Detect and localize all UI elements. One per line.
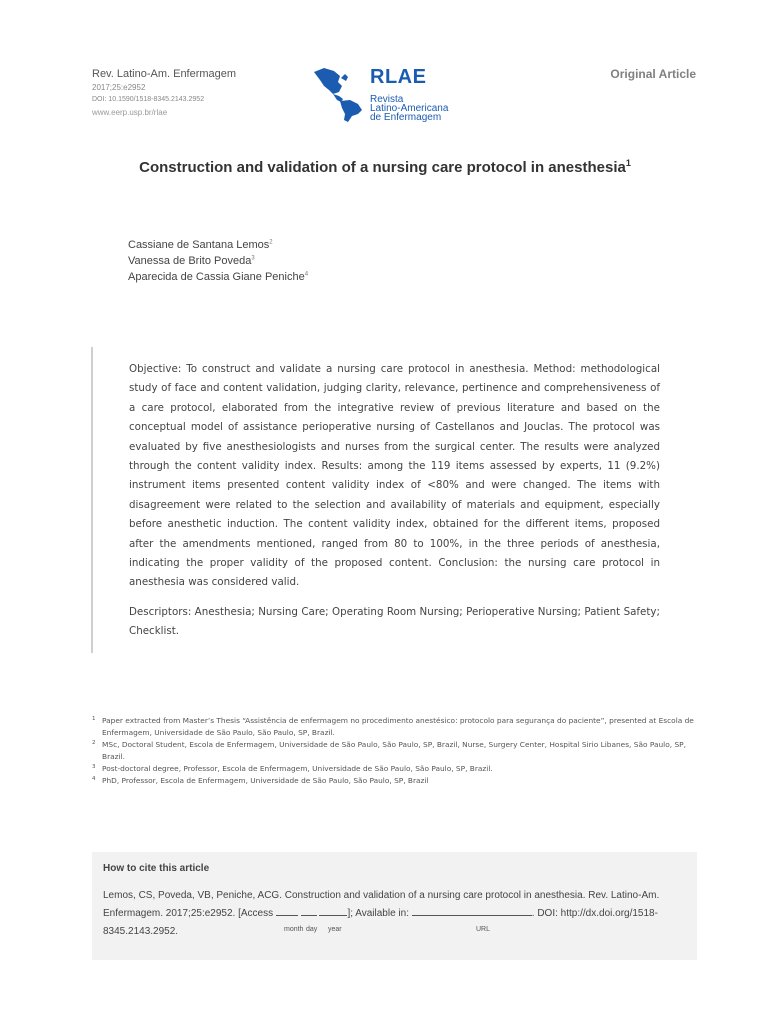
article-type-label: Original Article xyxy=(610,67,696,81)
footnote-text: PhD, Professor, Escola de Enfermagem, Universidade de São Paulo, São Paulo, SP, Brazil xyxy=(102,776,429,785)
title-footnote-ref[interactable]: 1 xyxy=(625,158,631,168)
access-day-blank xyxy=(301,905,317,916)
abstract-text: Objective: To construct and validate a nursing care protocol in anesthesia. Method: methodological study of face and content validation, judging clarity, relevance, pertinence and comprehensiveness of a care protocol, elaborated from the integrative review of previous literature and based on the conceptual model of assistance perioperative nursing of Castellanos and Jouclas. The protocol was evaluated by five anesthesiologists and nurses from the surgical center. The results were analyzed through the content validity index. Results: among the 119 items assessed by experts, 11 (9.2%) instrument items presented content validity index of <80% and were changed. The items with disagreement were related to the selection and availability of materials and equipment, especially before anesthetic induction. The content validity index, obtained for the different items, proposed after the amendments mentioned, ranged from 80 to 100%, in the three periods of anesthesia, indicating the proper validity of the proposed content. Conclusion: the nursing care protocol in anesthesia was considered valid. xyxy=(129,363,660,589)
citation-part-3: . DOI: http://dx.doi.org/1518-8345.2143.2952. xyxy=(103,908,658,937)
footnote-number: 4 xyxy=(92,776,96,782)
logo-line-latino-americana: Latino-Americana xyxy=(370,103,449,114)
author-footnote-ref[interactable]: 3 xyxy=(251,255,255,262)
americas-map-icon xyxy=(312,66,368,124)
footnote-number: 1 xyxy=(92,716,96,722)
url-blank xyxy=(412,905,532,916)
journal-volume: 2017;25:e2952 xyxy=(92,83,146,92)
article-title-text: Construction and validation of a nursing care protocol in anesthesia xyxy=(139,159,626,176)
label-day: day xyxy=(306,926,318,933)
journal-url[interactable]: www.eerp.usp.br/rlae xyxy=(92,108,168,117)
footnote-text: Paper extracted from Master’s Thesis “Assistência de enfermagem no procedimento anestésico: protocolo para segurança do paciente”, presented at Escola de Enfermagem, Universidade de São Paulo, São Paulo, SP, Brazil. xyxy=(102,716,694,737)
citation-blank-labels xyxy=(92,926,697,938)
logo-acronym: RLAE xyxy=(370,66,427,88)
abstract xyxy=(129,360,660,642)
author-3 xyxy=(128,271,308,283)
descriptors: Descriptors: Anesthesia; Nursing Care; Operating Room Nursing; Perioperative Nursing; Patient Safety; Checklist. xyxy=(129,605,660,638)
abstract-side-bar xyxy=(91,347,93,653)
citation-part-2: ]; Available in: xyxy=(347,908,412,919)
author-name: Cassiane de Santana Lemos xyxy=(128,239,270,251)
footnote-text: MSc, Doctoral Student, Escola de Enfermagem, Universidade de São Paulo, São Paulo, SP, Brazil, Nurse, Surgery Center, Hospital Sirio Libanes, São Paulo, SP, Brazil. xyxy=(102,740,686,761)
footnote xyxy=(92,775,697,787)
footnote xyxy=(92,763,697,775)
author-name: Vanessa de Brito Poveda xyxy=(128,255,252,267)
footnote xyxy=(92,739,697,763)
footnote-text: Post-doctoral degree, Professor, Escola de Enfermagem, Universidade de São Paulo, São Paulo, SP, Brazil. xyxy=(102,764,493,773)
citation-box xyxy=(92,852,697,960)
author-footnote-ref[interactable]: 2 xyxy=(269,239,273,246)
logo-line-revista: Revista xyxy=(370,94,404,105)
access-month-blank xyxy=(276,905,298,916)
label-url: URL xyxy=(476,926,491,933)
footnotes xyxy=(92,715,697,787)
footnote-number: 3 xyxy=(92,764,96,770)
journal-logo xyxy=(312,66,472,126)
logo-line-enfermagem: de Enfermagem xyxy=(370,112,442,123)
journal-doi: DOI: 10.1590/1518-8345.2143.2952 xyxy=(92,96,205,103)
citation-part-1: Lemos, CS, Poveda, VB, Peniche, ACG. Construction and validation of a nursing care protocol in anesthesia. Rev. Latino-Am. Enfermagem. 2017;25:e2952. [Access xyxy=(103,890,660,919)
author-2 xyxy=(128,255,255,267)
citation-heading: How to cite this article xyxy=(103,863,210,874)
author-1 xyxy=(128,239,273,251)
author-name: Aparecida de Cassia Giane Peniche xyxy=(128,271,305,283)
label-month: month xyxy=(284,926,304,933)
article-title xyxy=(0,158,770,176)
label-year: year xyxy=(328,926,342,933)
journal-name: Rev. Latino-Am. Enfermagem xyxy=(92,68,237,80)
footnote-number: 2 xyxy=(92,740,96,746)
footnote xyxy=(92,715,697,739)
author-footnote-ref[interactable]: 4 xyxy=(304,271,309,278)
access-year-blank xyxy=(319,905,347,916)
